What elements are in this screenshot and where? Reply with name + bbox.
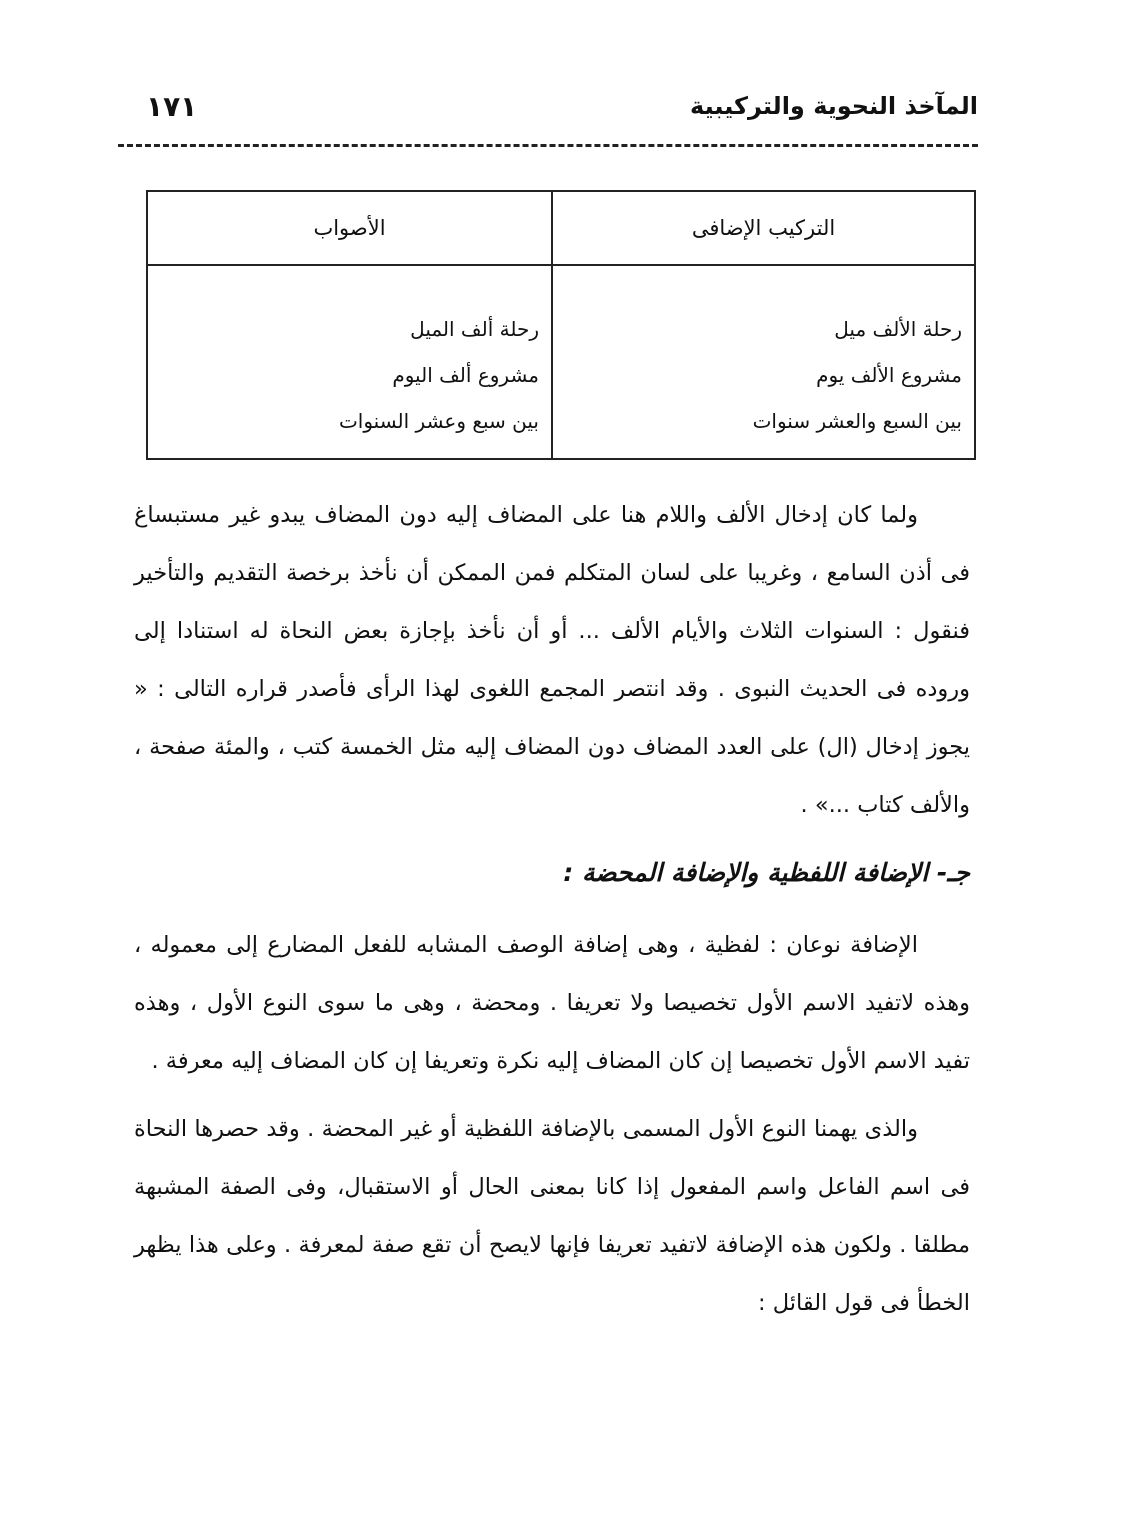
table-cell-item: بين السبع والعشر سنوات (752, 409, 962, 433)
paragraph-1: ولما كان إدخال الألف واللام هنا على المضاف إليه دون المضاف يبدو غير مستبساغ فى أذن السامع ، وغريبا على لسان المتكلم فمن الممكن أن نأخذ برخصة التقديم والتأخير فنقول : السنوات الثلاث والأيام الألف ... أو أن نأخذ بإجازة بعض النحاة له استنادا إلى وروده فى الحديث النبوى . وقد انتصر المجمع اللغوى لهذا الرأى فأصدر قراره التالى : « يجوز إدخال (ال) على العدد المضاف دون المضاف إليه مثل الخمسة كتب ، والمئة صفحة ، والألف كتاب ...» . (134, 502, 970, 818)
section-heading: جـ- الإضافة اللفظية والإضافة المحضة : (563, 858, 970, 887)
header-correct-form: الأصواب (147, 191, 552, 265)
header-divider (118, 144, 978, 147)
page-header (118, 92, 978, 134)
paragraph-2: الإضافة نوعان : لفظية ، وهى إضافة الوصف المشابه للفعل المضارع إلى معموله ، وهذه لاتفيد الاسم الأول تخصيصا ولا تعريفا . ومحضة ، وهى ما سوى النوع الأول ، وهذه تفيد الاسم الأول تخصيصا إن كان المضاف إليه نكرة وتعريفا إن كان المضاف إليه معرفة . (134, 932, 970, 1074)
page-number: ١٧١ (146, 90, 198, 123)
table-cell-item: بين سبع وعشر السنوات (338, 409, 539, 433)
correct-form-cell (147, 265, 552, 459)
body-text (134, 486, 970, 1332)
header-idafa-construction: التركيب الإضافى (552, 191, 975, 265)
running-title: المآخذ النحوية والتركيبية (690, 92, 978, 120)
paragraph-3: والذى يهمنا النوع الأول المسمى بالإضافة اللفظية أو غير المحضة . وقد حصرها النحاة فى اسم الفاعل واسم المفعول إذا كانا بمعنى الحال أو الاستقبال، وفى الصفة المشبهة مطلقا . ولكون هذه الإضافة لاتفيد تعريفا فإنها لايصح أن تقع صفة لمعرفة . وعلى هذا يظهر الخطأ فى قول القائل : (134, 1116, 970, 1316)
comparison-table (146, 190, 976, 460)
idafa-construction-cell (552, 265, 975, 459)
table-header-row (147, 191, 975, 265)
table-cell-item: رحلة ألف الميل (410, 317, 539, 341)
table-cell-item: رحلة الألف ميل (834, 317, 962, 341)
table-cell-item: مشروع الألف يوم (816, 363, 962, 387)
table-cell-item: مشروع ألف اليوم (392, 363, 539, 387)
table-row (147, 265, 975, 459)
paragraph-gap (134, 1090, 970, 1100)
